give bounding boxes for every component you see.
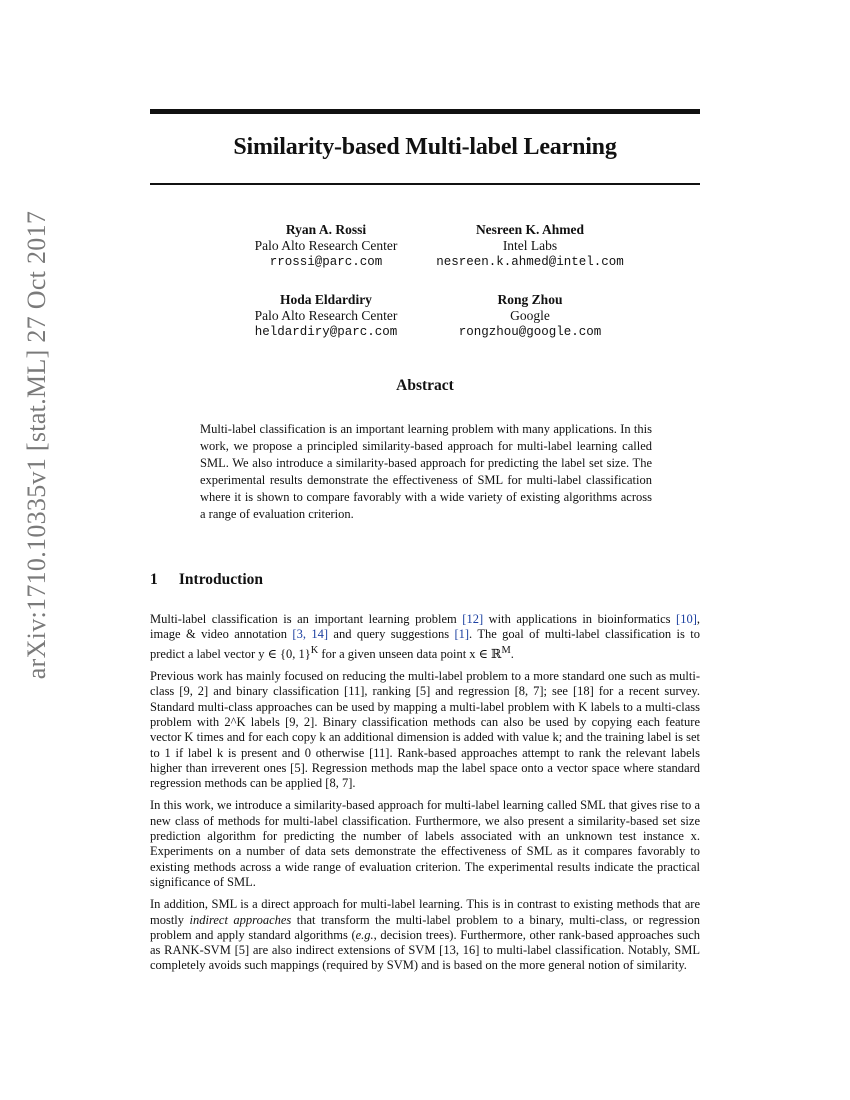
text-run: . The goal of multi-label classification is to predict a label vector y ∈ {0, 1} — [150, 627, 700, 661]
text-run: , image & video annotation — [150, 612, 700, 642]
author-email: nesreen.k.ahmed@intel.com — [436, 255, 624, 269]
title-top-rule — [150, 109, 700, 114]
superscript: K — [310, 644, 319, 656]
text-run: In addition, SML is a direct approach for multi-label learning. This is in contrast to existing methods that are mostly — [150, 897, 700, 927]
abstract-heading: Abstract — [396, 377, 454, 394]
section-title: Introduction — [178, 571, 263, 588]
emphasis: e.g. — [355, 927, 374, 942]
paragraph-3: In this work, we introduce a similarity-based approach for multi-label learning called SML that gives rise to a new class of methods for multi-label classification. Furthermore, we also present a similarity-based set size prediction algorithm for predicting the number of labels associated with an unknown test instance x. Experiments on a number of data sets demonstrate the effectiveness of SML as it compares favorably to existing methods across a wide range of evaluation criterion. The experimental results indicate the practical significance of SML. — [150, 798, 700, 889]
author-name: Rong Zhou — [497, 292, 563, 307]
paragraph-4 — [150, 897, 700, 973]
author-affiliation: Intel Labs — [502, 238, 558, 253]
superscript: M — [501, 644, 511, 656]
emphasis: indirect approaches — [189, 912, 292, 927]
arxiv-stamp — [17, 210, 57, 680]
arxiv-stamp-text: arXiv:1710.10335v1 [stat.ML] 27 Oct 2017 — [22, 210, 52, 680]
citation-link[interactable]: [12] — [462, 612, 484, 626]
author-email: rongzhou@google.com — [458, 325, 602, 339]
section-heading — [150, 571, 263, 589]
citation-link[interactable]: [1] — [454, 627, 470, 642]
author-block-2 — [400, 222, 660, 270]
text-run: Multi-label classification is an important learning problem — [150, 612, 463, 626]
author-affiliation: Palo Alto Research Center — [254, 238, 398, 253]
paragraph-1 — [150, 612, 700, 662]
author-email: heldardiry@parc.com — [254, 325, 398, 339]
citation-link[interactable]: [10] — [676, 612, 697, 626]
author-name: Nesreen K. Ahmed — [475, 222, 585, 237]
author-name: Hoda Eldardiry — [280, 292, 372, 307]
paragraph-2: Previous work has mainly focused on reducing the multi-label problem to a more standard one such as multi-class [9, 2] and binary classification [11], ranking [5] and regression [8, 7]; see [18] for a recent survey. Standard multi-class approaches can be used by mapping a multi-label problem with K labels to a multi-class problem with 2^K labels [9, 2]. Binary classification methods can also be used by copying each feature vector K times and for each copy k an additional dimension is added with value k; and the training label is set to 1 if label k is present and 0 otherwise [11]. Rank-based approaches attempt to rank the relevant labels higher than irreverent ones [5]. Regression methods map the label space onto a vector space where standard regression methods can be applied [8, 7]. — [150, 669, 700, 791]
section-number: 1 — [150, 571, 158, 588]
author-block-4 — [400, 292, 660, 340]
abstract-text: Multi-label classification is an important learning problem with many applications. In this work, we propose a principled similarity-based approach for multi-label learning called SML. We also introduce a similarity-based approach for predicting the label set size. The experimental results demonstrate the effectiveness of SML for multi-label classification where it is shown to compare favorably with a wide variety of existing algorithms across a range of evaluation criterion. — [200, 422, 652, 521]
title-bottom-rule — [150, 183, 700, 185]
text-run: , decision trees). Furthermore, other rank-based approaches such as RANK-SVM [5] are also indirect extensions of SVM [13, 16] to multi-label classification. Notably, SML completely avoids such mappings (required by SVM) and is based on the more general notion of similarity. — [150, 927, 701, 973]
text-run: for a given unseen data point x ∈ ℝ — [318, 646, 502, 661]
author-name: Ryan A. Rossi — [285, 222, 367, 237]
author-email: rrossi@parc.com — [269, 255, 383, 269]
text-run: with applications in bioinformatics — [483, 612, 677, 626]
text-run: . — [510, 646, 514, 661]
author-affiliation: Google — [510, 308, 550, 323]
paper-title: Similarity-based Multi-label Learning — [233, 134, 617, 160]
body-text — [150, 612, 700, 981]
author-affiliation: Palo Alto Research Center — [254, 308, 398, 323]
text-run: that transform the multi-label problem to a binary, multi-class, or regression problem and apply standard algorithms ( — [150, 912, 700, 942]
citation-link[interactable]: [3, 14] — [292, 627, 329, 642]
text-run: and query suggestions — [328, 627, 455, 642]
